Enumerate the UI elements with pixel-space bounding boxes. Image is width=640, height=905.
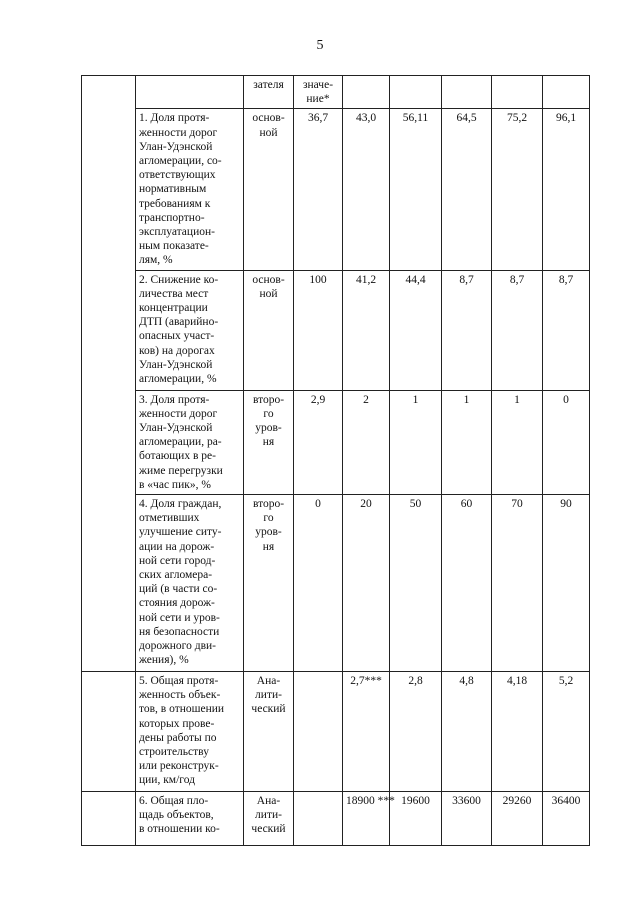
year-value: 43,0 [343,109,390,270]
year-value: 19600 [390,792,442,846]
year-value: 29260 [492,792,543,846]
year-value: 8,7 [492,270,543,390]
year-value: 8,7 [442,270,492,390]
indicator-type: Ана- лити- ческий [244,672,294,792]
indicator-text: 6. Общая пло- щадь объектов, в отношении ко- [136,792,244,846]
year-value: 33600 [442,792,492,846]
base-value [294,672,343,792]
year-value: 0 [543,390,590,494]
indicator-type: основ- ной [244,109,294,270]
empty-cell [82,76,136,672]
indicator-type: основ- ной [244,270,294,390]
empty-cell [343,76,390,109]
empty-cell [136,76,244,109]
empty-cell [82,672,136,792]
year-value: 1 [390,390,442,494]
year-value: 75,2 [492,109,543,270]
indicator-text: 4. Доля граждан, отметивших улучшение ситу- ации на дорож- ной сети город- ских агломера- ций (в части со- стояния дорож- ной сети и уров- ня безопасности дорожного дви- жения), % [136,495,244,672]
year-value: 1 [442,390,492,494]
empty-cell [492,76,543,109]
empty-cell [543,76,590,109]
year-value: 2,8 [390,672,442,792]
base-value: 36,7 [294,109,343,270]
indicator-text: 1. Доля протя- женности дорог Улан-Удэнской агломерации, со- ответствующих нормативным требованиям к транспортно- эксплуатацион- ным показате- лям, % [136,109,244,270]
indicator-text: 2. Снижение ко- личества мест концентрации ДТП (аварийно- опасных участ- ков) на дорогах Улан-Удэнской агломерации, % [136,270,244,390]
header-base-tail: значе- ние* [294,76,343,109]
table-row [82,109,590,270]
base-value [294,792,343,846]
year-value: 70 [492,495,543,672]
base-value: 100 [294,270,343,390]
table-header-row [82,76,590,109]
year-value: 4,18 [492,672,543,792]
year-value: 96,1 [543,109,590,270]
indicator-type: второ- го уров- ня [244,390,294,494]
page-number: 5 [316,38,324,53]
year-value: 4,8 [442,672,492,792]
year-value: 56,11 [390,109,442,270]
empty-cell [82,792,136,846]
year-value: 90 [543,495,590,672]
year-value: 50 [390,495,442,672]
base-value: 0 [294,495,343,672]
indicator-type: второ- го уров- ня [244,495,294,672]
base-value: 2,9 [294,390,343,494]
year-value: 18900 *** [343,792,390,846]
empty-cell [390,76,442,109]
table-row [82,270,590,390]
year-value: 2,7*** [343,672,390,792]
year-value: 8,7 [543,270,590,390]
indicators-table [81,75,590,846]
table-row [82,495,590,672]
year-value: 1 [492,390,543,494]
year-value: 2 [343,390,390,494]
year-value: 20 [343,495,390,672]
indicator-text: 3. Доля протя- женности дорог Улан-Удэнской агломерации, ра- ботающих в ре- жиме перегрузки в «час пик», % [136,390,244,494]
year-value: 36400 [543,792,590,846]
indicator-type: Ана- лити- ческий [244,792,294,846]
header-type-tail: зателя [244,76,294,109]
year-value: 64,5 [442,109,492,270]
year-value: 44,4 [390,270,442,390]
year-value: 5,2 [543,672,590,792]
table-row [82,390,590,494]
year-value: 41,2 [343,270,390,390]
table-row [82,672,590,792]
empty-cell [442,76,492,109]
indicator-text: 5. Общая протя- женность объек- тов, в отношении которых прове- дены работы по строительству или реконструк- ции, км/год [136,672,244,792]
table-row [82,792,590,846]
year-value: 60 [442,495,492,672]
